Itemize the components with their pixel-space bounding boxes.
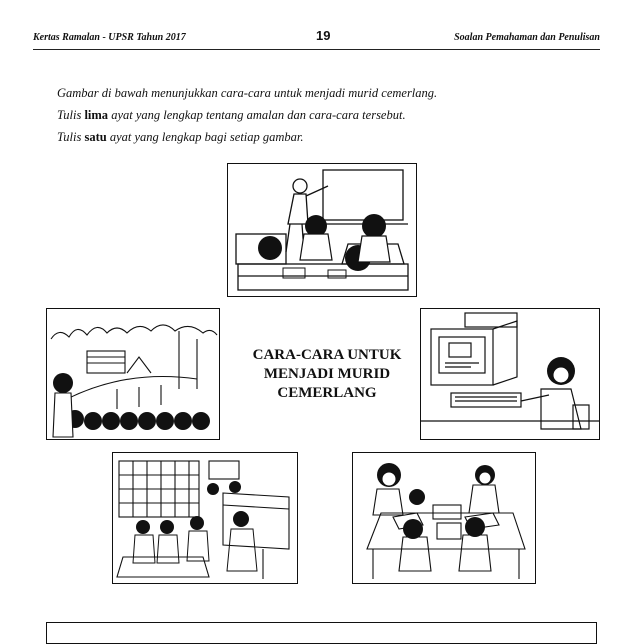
computer-illustration <box>421 309 599 439</box>
header-divider <box>33 49 600 50</box>
instruction-text-1: Gambar di bawah menunjukkan cara-cara untuk menjadi murid cemerlang. <box>57 86 438 100</box>
computer-picture <box>420 308 600 440</box>
instruction-line-2 <box>57 108 406 123</box>
center-title-line-2: MENJADI MURID <box>263 366 391 382</box>
instruction-text-3b: ayat yang lengkap bagi setiap gambar. <box>106 130 304 144</box>
classroom-picture <box>227 163 417 297</box>
center-title-line-1: CARA-CARA UNTUK <box>252 347 402 363</box>
header-left-text: Kertas Ramalan - UPSR Tahun 2017 <box>33 32 186 43</box>
answer-box <box>46 622 597 644</box>
instruction-text-2b: ayat yang lengkap tentang amalan dan cara-cara tersebut. <box>108 108 406 122</box>
instruction-text-2a: Tulis <box>57 108 85 122</box>
instruction-line-3 <box>57 130 304 145</box>
instruction-line-1 <box>57 86 437 101</box>
library-illustration <box>113 453 297 583</box>
page-number: 19 <box>316 28 331 43</box>
classroom-illustration <box>228 164 416 296</box>
assembly-illustration <box>47 309 219 439</box>
page-header <box>33 28 600 48</box>
center-title <box>242 346 412 403</box>
group-study-picture <box>352 452 536 584</box>
header-right-text: Soalan Pemahaman dan Penulisan <box>454 32 600 43</box>
instruction-text-3a: Tulis <box>57 130 85 144</box>
instruction-bold-lima: lima <box>84 108 109 122</box>
instruction-bold-satu: satu <box>84 130 107 144</box>
library-picture <box>112 452 298 584</box>
assembly-picture <box>46 308 220 440</box>
center-title-line-3: CEMERLANG <box>277 385 377 401</box>
group-study-illustration <box>353 453 535 583</box>
